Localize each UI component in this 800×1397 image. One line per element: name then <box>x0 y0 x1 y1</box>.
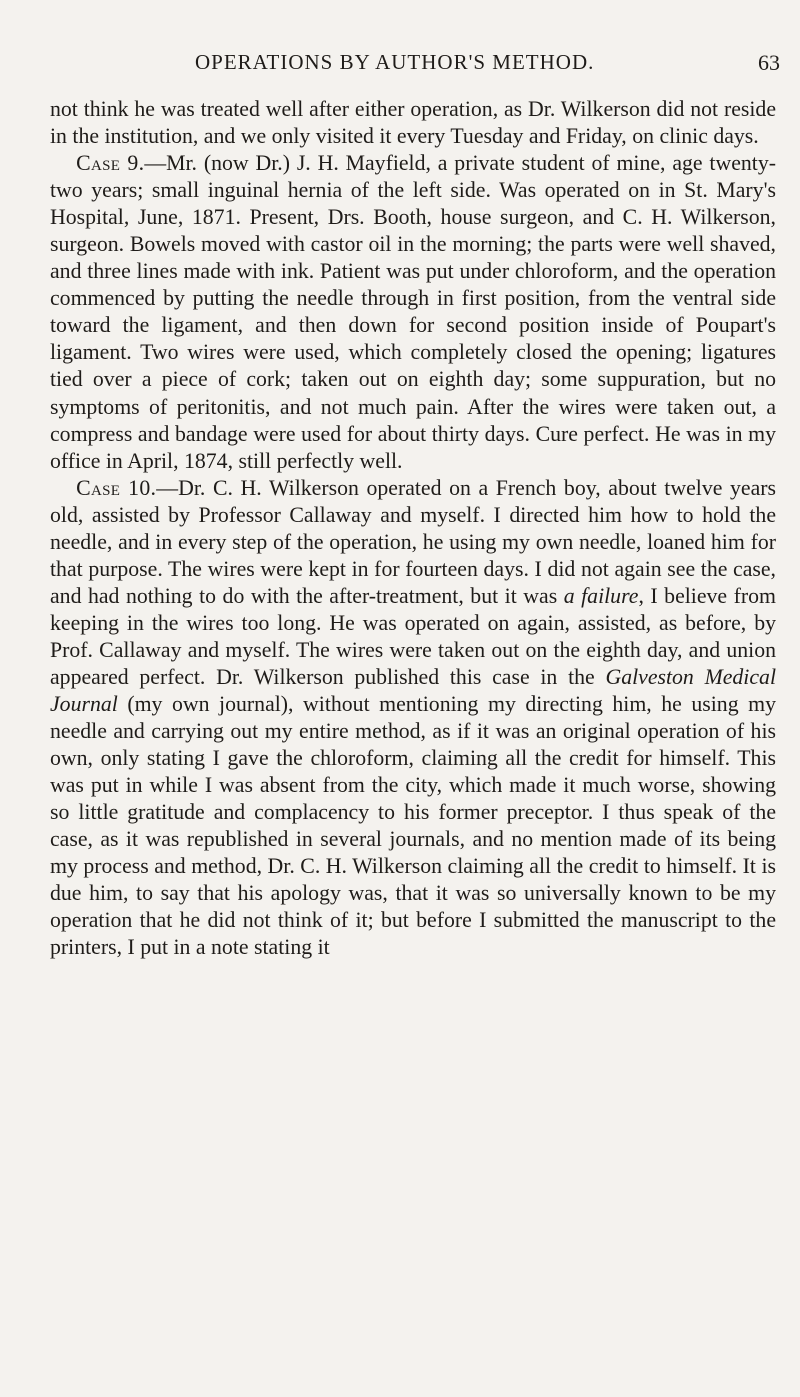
paragraph-text: not think he was treated well after either operation, as Dr. Wilkerson did not reside in the institution, and we only visited it every Tuesday and Friday, on clinic days. <box>50 97 776 149</box>
italic-phrase: a failure <box>563 583 639 608</box>
paragraph-text: —Mr. (now Dr.) J. H. Mayfield, a private student of mine, age twenty-two years; small inguinal hernia of the left side. Was operated on in St. Mary's Hospital, June, 1871. Present, Drs. Booth, house surgeon, and C. H. Wilkerson, surgeon. Bowels moved with castor oil in the morning; the parts were well shaved, and three lines made with ink. Patient was put under chloroform, and the operation commenced by putting the needle through in first position, from the ventral side toward the ligament, and then down for second position inside of Poupart's ligament. Two wires were used, which completely closed the opening; ligatures tied over a piece of cork; taken out on eighth day; some suppuration, but no symptoms of peritonitis, and not much pain. After the wires were taken out, a compress and bandage were used for about thirty days. Cure perfect. He was in my office in April, 1874, still perfectly well. <box>50 151 776 473</box>
paragraph-case-9 <box>50 150 776 475</box>
paragraph-text: (my own journal), without mentioning my directing him, he using my needle and carrying out my entire method, as if it was an original operation of his own, only stating I gave the chloroform, claiming all the credit for himself. This was put in while I was absent from the city, which made it much worse, showing so little gratitude and complacency to his former preceptor. I thus speak of the case, as it was republished in several journals, and no mention made of its being my process and method, Dr. C. H. Wilkerson claiming all the credit to himself. It is due him, to say that his apology was, that it was so universally known to be my operation that he did not think of it; but before I submitted the manuscript to the printers, I put in a note stating it <box>50 692 776 960</box>
journal-title: Galveston Medical Journal <box>50 664 776 717</box>
case-label: Case 10. <box>76 475 157 500</box>
paragraph-text: —Dr. C. H. Wilkerson operated on a French boy, about twelve years old, assisted by Professor Callaway and myself. I directed him how to hold the needle, and in every step of the operation, he using my own needle, loaned him for that purpose. The wires were kept in for fourteen days. I did not again see the case, and had nothing to do with the after-treatment, but it was <box>50 475 776 608</box>
paragraph-text: , I believe from keeping in the wires too long. He was operated on again, assisted, as before, by Prof. Callaway and myself. The wires were taken out on the eighth day, and union appeared perfect. Dr. Wilkerson published this case in the <box>50 583 776 689</box>
paragraph-continuation <box>50 96 776 150</box>
page-number: 63 <box>758 50 780 75</box>
book-page <box>50 0 780 1397</box>
running-head: OPERATIONS BY AUTHOR'S METHOD. <box>195 50 595 74</box>
paragraph-case-10 <box>50 475 776 962</box>
case-label: Case 9. <box>76 151 145 176</box>
page-header <box>50 50 780 80</box>
body-text <box>50 96 776 962</box>
